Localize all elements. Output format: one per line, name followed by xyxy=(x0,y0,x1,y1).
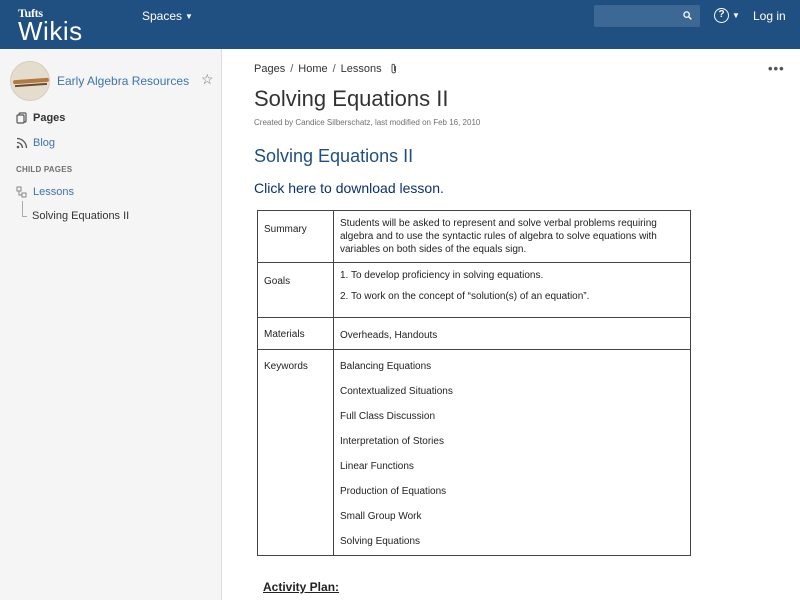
breadcrumb-item[interactable]: Pages xyxy=(254,63,286,75)
tree-item-label: Lessons xyxy=(33,186,74,198)
summary-label: Summary xyxy=(258,211,334,263)
keywords-value xyxy=(334,350,691,556)
chevron-down-icon[interactable]: ▼ xyxy=(732,11,740,20)
goals-value xyxy=(334,263,691,318)
sidebar-item-pages[interactable] xyxy=(16,112,65,124)
breadcrumb-separator: / xyxy=(290,63,294,75)
table-row xyxy=(258,263,691,318)
search-box[interactable] xyxy=(594,5,700,27)
breadcrumb-item[interactable]: Lessons xyxy=(340,63,382,75)
lesson-info-table xyxy=(257,210,691,556)
pages-icon xyxy=(16,112,28,124)
spaces-menu-label: Spaces xyxy=(142,9,183,23)
keyword-item: Contextualized Situations xyxy=(340,386,453,397)
materials-label: Materials xyxy=(258,318,334,350)
rss-icon xyxy=(16,137,28,149)
search-input[interactable] xyxy=(594,5,680,27)
goal-item: 2. To work on the concept of “solution(s) of an equation”. xyxy=(340,291,590,302)
keyword-item: Small Group Work xyxy=(340,511,422,522)
keyword-item: Production of Equations xyxy=(340,486,447,497)
logo-tufts-text: Tufts xyxy=(18,6,43,20)
search-icon[interactable] xyxy=(683,11,692,20)
goal-item: 1. To develop proficiency in solving equations. xyxy=(340,270,544,281)
page-title: Solving Equations II xyxy=(254,86,449,111)
space-avatar[interactable] xyxy=(10,61,50,101)
summary-value: Students will be asked to represent and solve verbal problems requiring algebra and to use the syntactic rules of algebra to solve equations with variables on both sides of the equals sign. xyxy=(334,211,691,263)
tree-item-lessons[interactable] xyxy=(16,186,74,198)
chevron-down-icon: ▼ xyxy=(185,12,193,21)
tree-item-current-page[interactable]: Solving Equations II xyxy=(32,210,130,222)
tufts-wikis-logo[interactable] xyxy=(18,7,83,44)
breadcrumb-separator: / xyxy=(332,63,336,75)
keyword-item: Balancing Equations xyxy=(340,361,432,372)
table-row xyxy=(258,211,691,263)
goals-label: Goals xyxy=(258,263,334,318)
download-lesson-link[interactable]: Click here to download lesson. xyxy=(254,180,444,196)
more-options-icon[interactable]: ••• xyxy=(768,61,785,76)
sidebar-item-blog[interactable] xyxy=(16,137,55,149)
table-row xyxy=(258,318,691,350)
sidebar-item-label: Pages xyxy=(33,112,66,124)
activity-plan-heading: Activity Plan: xyxy=(263,580,340,594)
keyword-item: Linear Functions xyxy=(340,461,414,472)
attachment-icon[interactable] xyxy=(390,63,398,75)
login-link[interactable]: Log in xyxy=(753,9,786,23)
section-heading: Solving Equations II xyxy=(254,146,414,166)
logo-wikis-text: Wikis xyxy=(18,16,83,46)
breadcrumb xyxy=(254,63,398,75)
space-title-link[interactable]: Early Algebra Resources xyxy=(57,74,190,88)
spaces-menu[interactable] xyxy=(142,9,193,23)
child-pages-header: CHILD PAGES xyxy=(16,165,73,174)
sidebar-item-label: Blog xyxy=(33,137,56,149)
tree-connector xyxy=(22,201,27,217)
sidebar xyxy=(0,49,222,600)
table-row xyxy=(258,350,691,556)
page-tree-icon xyxy=(16,186,28,198)
materials-value: Overheads, Handouts xyxy=(334,318,691,350)
keyword-item: Solving Equations xyxy=(340,536,421,547)
keyword-item: Interpretation of Stories xyxy=(340,436,444,447)
star-icon[interactable]: ☆ xyxy=(201,71,214,87)
page-byline: Created by Candice Silberschatz, last modified on Feb 16, 2010 xyxy=(254,118,481,127)
breadcrumb-item[interactable]: Home xyxy=(298,63,328,75)
top-navigation-bar xyxy=(0,0,800,49)
keyword-item: Full Class Discussion xyxy=(340,411,436,422)
keywords-label: Keywords xyxy=(258,350,334,556)
help-icon[interactable]: ? xyxy=(714,8,729,23)
